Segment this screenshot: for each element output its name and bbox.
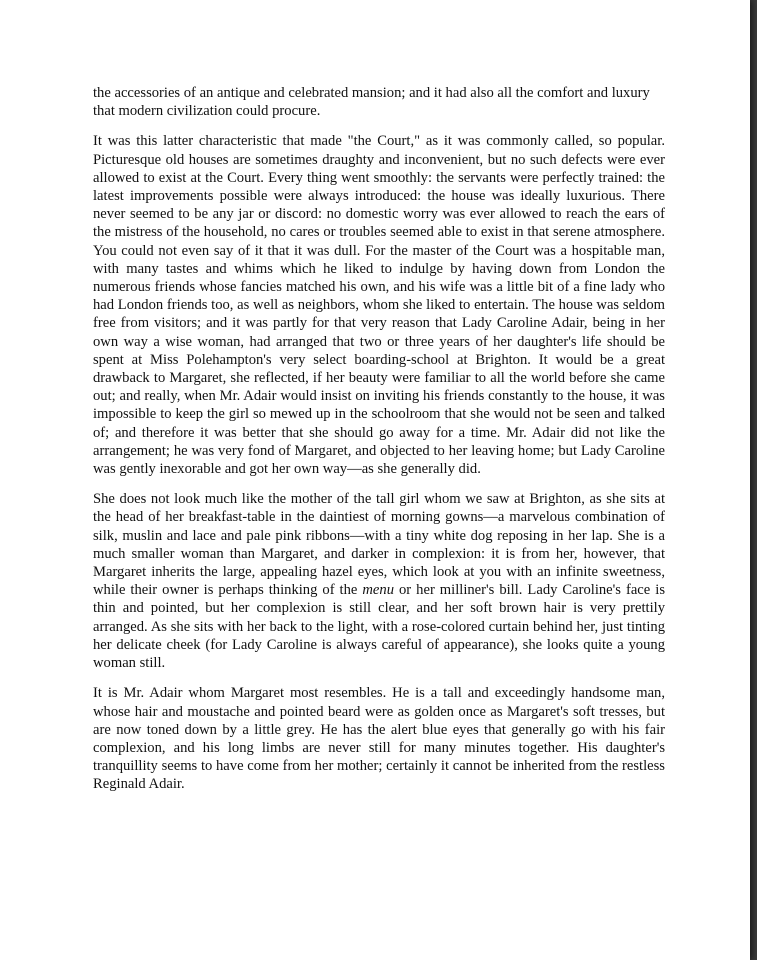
paragraph-3-text-end: or her milliner's bill. Lady Caroline's face is thin and pointed, but her complexion is still clear, and her soft brown hair is very prettily arranged. As she sits with her back to the light, with a rose-colored curtain behind her, just tinting her delicate cheek (for Lady Caroline is always careful of appearance), she looks quite a young woman still. (93, 582, 665, 672)
paragraph-4-text: It is Mr. Adair whom Margaret most resembles. He is a tall and exceedingly handsome man, whose hair and moustache and pointed beard were as golden once as Margaret's soft tresses, but are now toned down by a little grey. He has the alert blue eyes that generally go with his fair complexion, and his long limbs are never still for many minutes together. His daughter's tranquillity seems to have come from her mother; certainly it cannot be inherited from the restless Reginald Adair. (93, 685, 665, 793)
paragraph-2-text: It was this latter characteristic that made "the Court," as it was commonly called, so popular. Picturesque old houses are sometimes draughty and inconvenient, but no such defects were ever allowed to exist at the Court. Every thing went smoothly: the servants were perfectly trained: the latest improvements possible were always introduced: the house was ideally luxurious. There never seemed to be any jar or discord: no domestic worry was ever allowed to reach the ears of the mistress of the household, no cares or troubles seemed able to exist in that serene atmosphere. You could not even say of it that it was dull. For the master of the Court was a hospitable man, with many tastes and whims which he liked to indulge by having down from London the numerous friends whose fancies matched his own, and his wife was a little bit of a fine lady who had London friends too, as well as neighbors, whom she liked to entertain. The house was seldom free from visitors; and it was partly for that very reason that Lady Caroline Adair, being in her own way a wise woman, had arranged that two or three years of her daughter's life should be spent at Miss Polehampton's very select boarding-school at Brighton. It would be a great drawback to Margaret, she reflected, if her beauty were familiar to all the world before she came out; and really, when Mr. Adair would insist on inviting his friends constantly to the house, it was impossible to keep the girl so mewed up in the schoolroom that she would not be seen and talked of; and therefore it was better that she should go away for a time. Mr. Adair did not like the arrangement; he was very fond of Margaret, and objected to her leaving home; but Lady Caroline was gently inexorable and got her own way—as she generally did. (93, 133, 665, 478)
paragraph-3-italic-word: menu (362, 582, 395, 599)
paragraph-4 (93, 684, 665, 793)
body-text (93, 84, 665, 806)
paragraph-1-text: the accessories of an antique and celebrated mansion; and it had also all the comfort and luxury that modern civilization could procure. (93, 85, 650, 120)
paragraph-3 (93, 490, 665, 672)
paragraph-1 (93, 84, 665, 120)
paragraph-3-text-start: She does not look much like the mother of the tall girl whom we saw at Brighton, as she sits at the head of her breakfast-table in the daintiest of morning gowns—a marvelous combination of silk, muslin and lace and pale pink ribbons—with a tiny white dog reposing in her lap. She is a much smaller woman than Margaret, and darker in complexion: it is from her, however, that Margaret inherits the large, appealing hazel eyes, which look at you with an infinite sweetness, while their owner is perhaps thinking of the (93, 491, 665, 599)
paragraph-2 (93, 132, 665, 478)
